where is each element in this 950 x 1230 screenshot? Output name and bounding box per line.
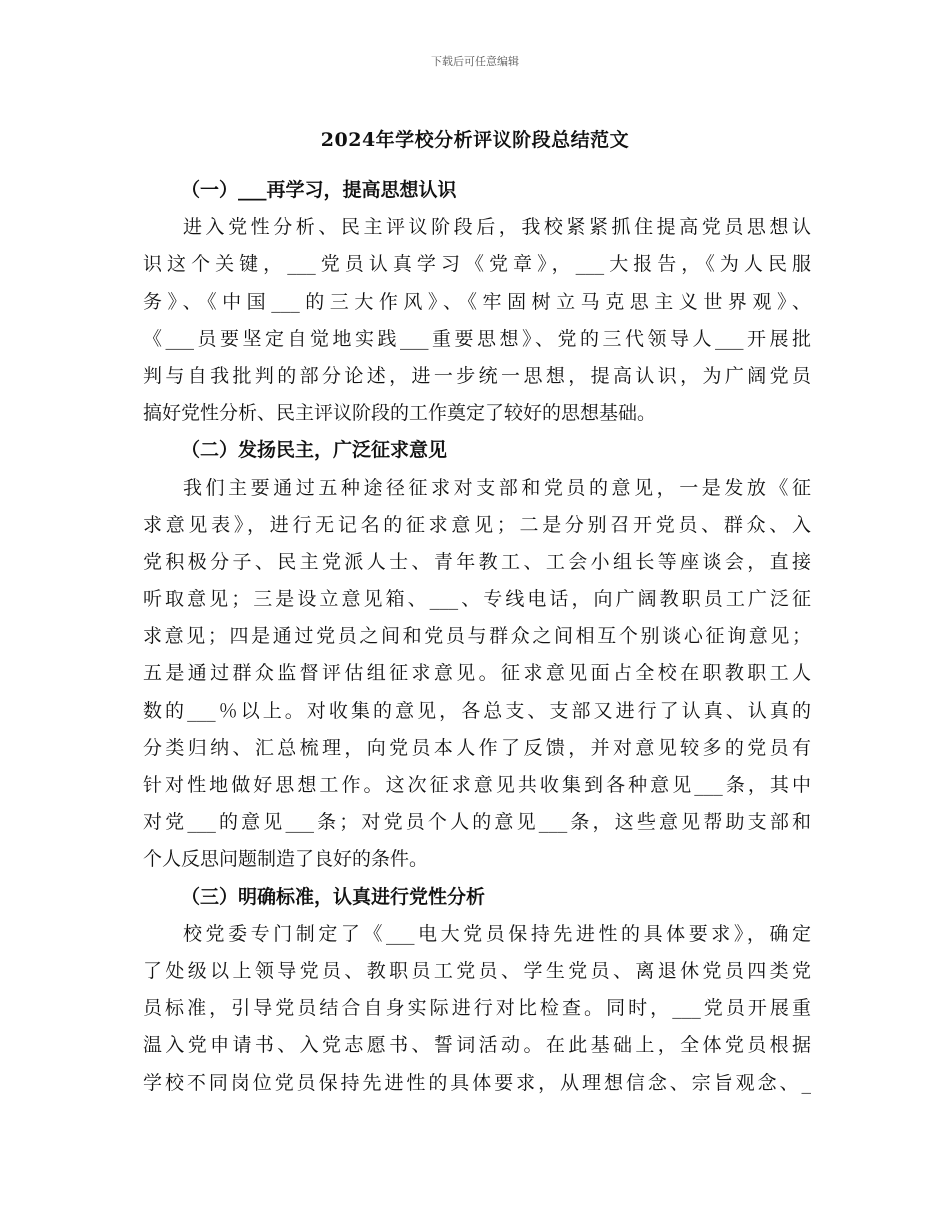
section-heading-1: （一）___再学习，提高思想认识 xyxy=(181,179,457,201)
paragraph-line: 党积极分子、民主党派人士、青年教工、工会小组长等座谈会，直接 xyxy=(143,550,811,573)
paragraph-line: 校党委专门制定了《___电大党员保持先进性的具体要求》，确定 xyxy=(183,922,811,945)
paragraph-line: 进入党性分析、民主评议阶段后，我校紧紧抓住提高党员思想认 xyxy=(183,216,811,239)
paragraph-line: 温入党申请书、入党志愿书、誓词活动。在此基础上，全体党员根据 xyxy=(143,1034,811,1057)
document-title: 2024年学校分析评议阶段总结范文 xyxy=(320,129,630,151)
paragraph-line: 我们主要通过五种途径征求对支部和党员的意见，一是发放《征 xyxy=(183,476,811,499)
paragraph-line: 求意见；四是通过党员之间和党员与群众之间相互个别谈心征询意见； xyxy=(143,625,811,648)
section-heading-2: （二）发扬民主，广泛征求意见 xyxy=(181,439,448,462)
paragraph-line: 务》、《中国___的三大作风》、《牢固树立马克思主义世界观》、 xyxy=(143,290,811,313)
paragraph-line: 识这个关键，___党员认真学习《党章》，___大报告，《为人民服 xyxy=(143,253,811,276)
paragraph-line: 员标准，引导党员结合自身实际进行对比检查。同时，___党员开展重 xyxy=(143,997,811,1020)
section-heading-3: （三）明确标准，认真进行党性分析 xyxy=(181,885,486,908)
paragraph-line: 对党___的意见___条；对党员个人的意见___条，这些意见帮助支部和 xyxy=(143,811,811,834)
paragraph-line: 五是通过群众监督评估组征求意见。征求意见面占全校在职教职工人 xyxy=(143,662,811,685)
header-note: 下载后可任意编辑 xyxy=(431,55,519,68)
paragraph-line: 分类归纳、汇总梳理，向党员本人作了反馈，并对意见较多的党员有 xyxy=(143,736,811,759)
paragraph-line: 判与自我批判的部分论述，进一步统一思想，提高认识，为广阔党员 xyxy=(143,364,811,387)
paragraph-line: 搞好党性分析、民主评议阶段的工作奠定了较好的思想基础。 xyxy=(143,402,657,425)
paragraph-line: 听取意见；三是设立意见箱、___、专线电话，向广阔教职员工广泛征 xyxy=(143,588,811,611)
paragraph-line: 针对性地做好思想工作。这次征求意见共收集到各种意见___条，其中 xyxy=(143,774,811,796)
paragraph-line: 了处级以上领导党员、教职员工党员、学生党员、离退休党员四类党 xyxy=(143,959,811,982)
document-body xyxy=(143,172,811,1102)
section-paragraph-1 xyxy=(143,209,811,432)
paragraph-line: 个人反思问题制造了良好的条件。 xyxy=(143,848,429,871)
section-paragraph-3 xyxy=(143,916,811,1102)
section-paragraph-2 xyxy=(143,470,811,879)
paragraph-line: 《___员要坚定自觉地实践___重要思想》、党的三代领导人___开展批 xyxy=(143,327,811,350)
paragraph-line: 学校不同岗位党员保持先进性的具体要求，从理想信念、宗旨观念、_ xyxy=(143,1071,811,1094)
paragraph-line: 数的___％以上。对收集的意见，各总支、支部又进行了认真、认真的 xyxy=(143,699,811,722)
paragraph-line: 求意见表》，进行无记名的征求意见；二是分别召开党员、群众、入 xyxy=(143,513,811,536)
